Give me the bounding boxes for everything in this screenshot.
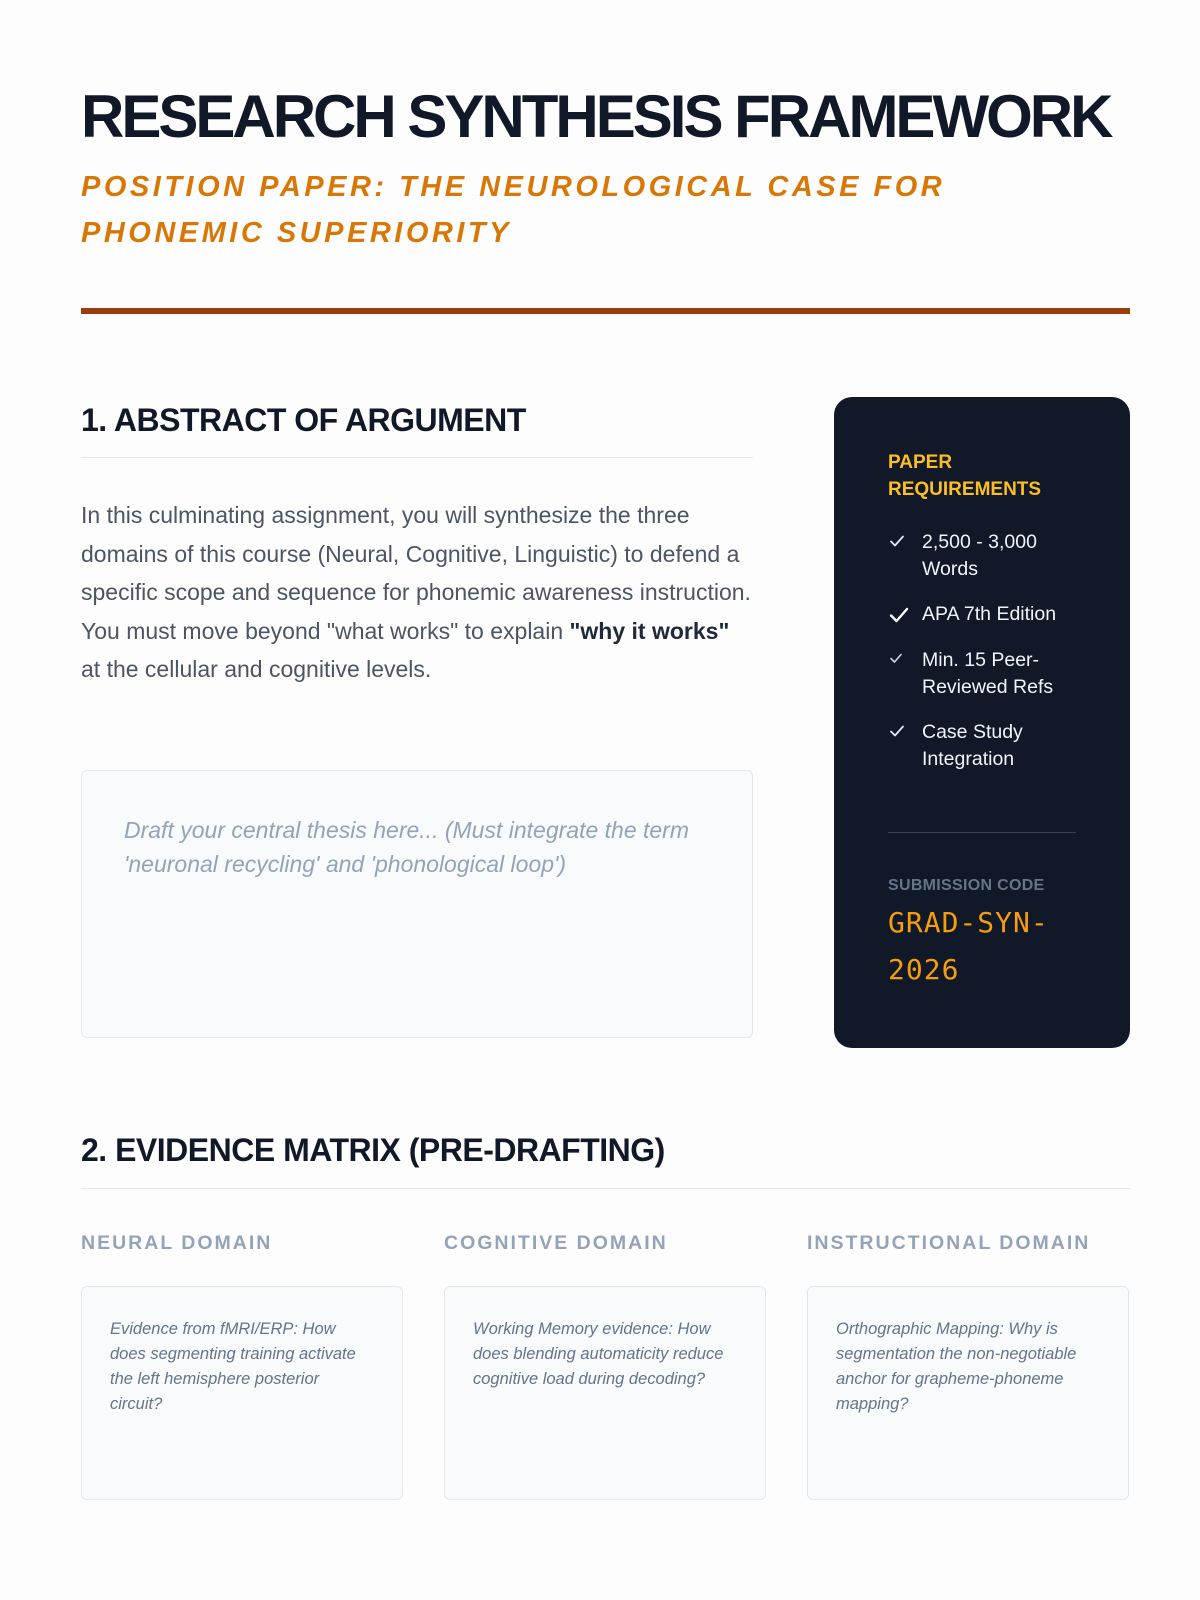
domain-label-cognitive: COGNITIVE DOMAIN <box>444 1232 668 1254</box>
abstract-text <box>81 496 753 689</box>
requirements-card <box>834 397 1130 1048</box>
abstract-emphasis: "why it works" <box>569 617 730 644</box>
requirements-divider <box>888 832 1076 833</box>
instructional-evidence-textarea[interactable] <box>807 1286 1129 1500</box>
thesis-textarea[interactable] <box>81 770 753 1038</box>
section-divider <box>81 457 753 458</box>
requirement-item <box>888 529 1098 583</box>
submission-code-value: GRAD-SYN-2026 <box>888 906 1049 986</box>
page-title: RESEARCH SYNTHESIS FRAMEWORK <box>81 83 1111 150</box>
domain-label-instructional: INSTRUCTIONAL DOMAIN <box>807 1232 1091 1254</box>
section-divider <box>81 1188 1130 1189</box>
requirement-item <box>888 647 1098 701</box>
domain-label-neural: NEURAL DOMAIN <box>81 1232 273 1254</box>
check-icon <box>888 722 910 744</box>
cognitive-evidence-textarea[interactable] <box>444 1286 766 1500</box>
section-heading-abstract: 1. ABSTRACT OF ARGUMENT <box>81 402 526 438</box>
section-heading-evidence: 2. EVIDENCE MATRIX (PRE-DRAFTING) <box>81 1132 665 1168</box>
cognitive-evidence-placeholder: Working Memory evidence: How does blending automaticity reduce cognitive load during decoding? <box>473 1320 724 1388</box>
instructional-evidence-placeholder: Orthographic Mapping: Why is segmentation the non-negotiable anchor for grapheme-phoneme mapping? <box>836 1320 1077 1413</box>
requirement-item <box>888 601 1056 628</box>
abstract-text-part: In this culminating assignment, you will synthesize the three domains of this course (Neural, Cognitive, Linguistic) to defend a specific scope and sequence for phonemic awareness instruction. You must move beyond "what works" to explain <box>81 502 751 644</box>
requirement-label: 2,500 - 3,000 Words <box>922 531 1037 580</box>
page-subtitle: POSITION PAPER: THE NEUROLOGICAL CASE FOR PHONEMIC SUPERIORITY <box>81 171 946 249</box>
thesis-placeholder: Draft your central thesis here... (Must integrate the term 'neuronal recycling' and 'phonological loop') <box>124 817 690 877</box>
requirement-label: Min. 15 Peer-Reviewed Refs <box>922 649 1054 698</box>
neural-evidence-textarea[interactable] <box>81 1286 403 1500</box>
title-divider <box>81 308 1130 314</box>
requirement-label: Case Study Integration <box>922 721 1023 770</box>
check-icon <box>888 604 910 626</box>
abstract-text-part: at the cellular and cognitive levels. <box>81 656 432 682</box>
check-icon <box>888 532 910 554</box>
neural-evidence-placeholder: Evidence from fMRI/ERP: How does segmenting training activate the left hemisphere posterior circuit? <box>110 1320 356 1413</box>
check-icon <box>888 650 910 672</box>
requirement-item <box>888 719 1098 773</box>
requirement-label: APA 7th Edition <box>922 603 1057 625</box>
requirements-title: PAPER REQUIREMENTS <box>888 452 1042 500</box>
submission-code-label: SUBMISSION CODE <box>888 877 1045 894</box>
